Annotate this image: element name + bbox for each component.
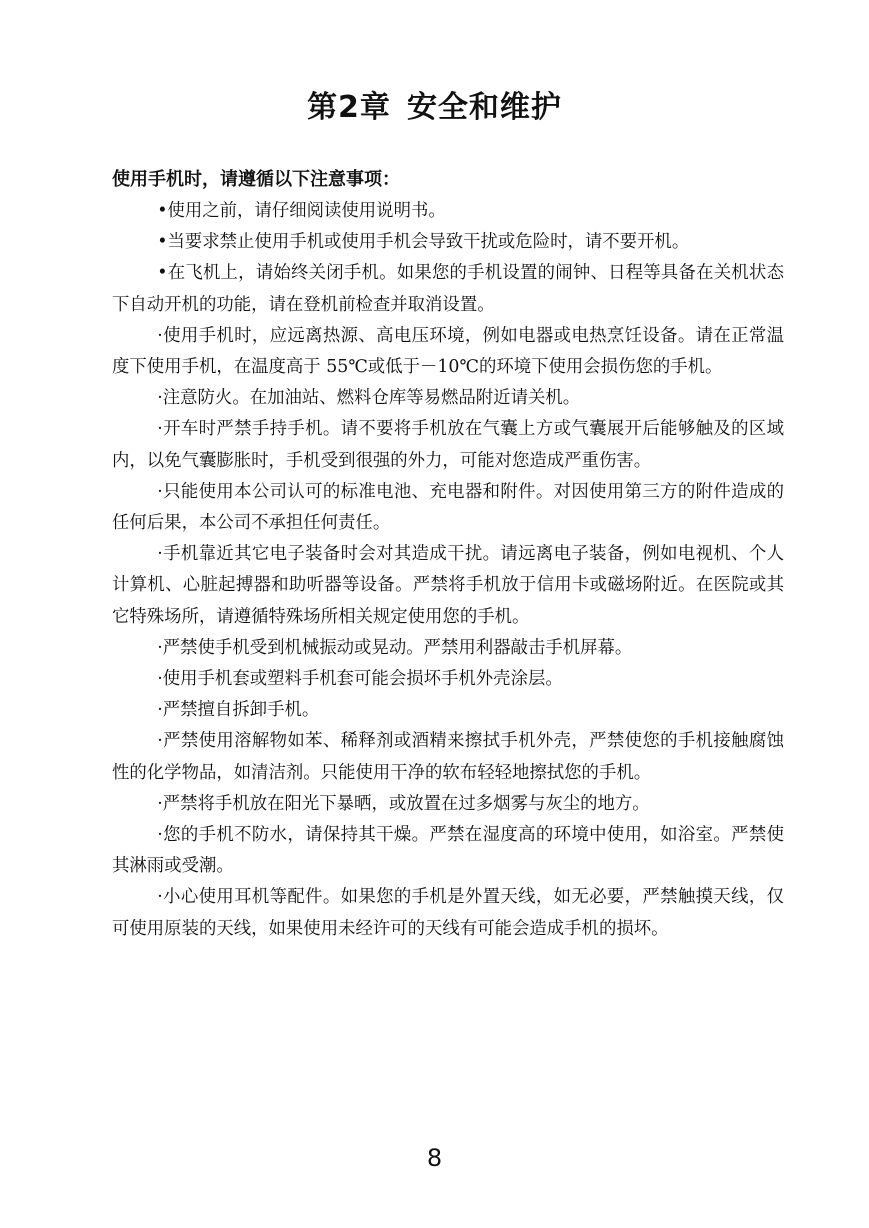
safety-item-1: •使用之前，请仔细阅读使用说明书。 [157,201,446,221]
safety-item-4: ·使用手机时，应远离热源、高电压环境，例如电器或电热烹饪设备。请在正常温度下使用手机，在温度高于 55℃或低于－10℃的环境下使用会损伤您的手机。 [112,325,784,378]
safety-item-7: ·只能使用本公司认可的标准电池、充电器和附件。对因使用第三方的附件造成的任何后果，本公司不承担任何责任。 [112,481,784,534]
safety-item-2: •当要求禁止使用手机或使用手机会导致干扰或危险时，请不要开机。 [157,232,690,253]
chapter-title [0,88,869,128]
page-content [112,164,784,945]
safety-item-15: ·小心使用耳机等配件。如果您的手机是外置天线，如无必要，严禁触摸天线，仅可使用原装的天线，如果使用未经许可的天线有可能会造成手机的损坏。 [112,887,784,939]
safety-item-12: ·严禁使用溶解物如苯、稀释剂或酒精来擦拭手机外壳，严禁使您的手机接触腐蚀性的化学物品，如清洁剂。只能使用干净的软布轻轻地擦拭您的手机。 [112,731,784,783]
safety-item-5: ·注意防火。在加油站、燃料仓库等易燃品附近请关机。 [157,388,581,409]
safety-item-11: ·严禁擅自拆卸手机。 [157,700,320,721]
safety-item-3: •在飞机上，请始终关闭手机。如果您的手机设置的闹钟、日程等具备在关机状态下自动开机的功能，请在登机前检查并取消设置。 [112,263,784,315]
safety-item-13: ·严禁将手机放在阳光下暴晒，或放置在过多烟雾与灰尘的地方。 [157,793,650,814]
intro-heading: 使用手机时，请遵循以下注意事项： [112,169,400,190]
chapter-number: 第2章 [307,90,391,125]
safety-item-6: ·开车时严禁手持手机。请不要将手机放在气囊上方或气囊展开后能够触及的区域内，以免气囊膨胀时，手机受到很强的外力，可能对您造成严重伤害。 [112,419,784,471]
safety-item-9: ·严禁使手机受到机械振动或晃动。严禁用利器敲击手机屏幕。 [157,637,633,658]
page-number: 8 [426,1144,443,1172]
safety-item-8: ·手机靠近其它电子装备时会对其造成干扰。请远离电子装备，例如电视机、个人计算机、心脏起搏器和助听器等设备。严禁将手机放于信用卡或磁场附近。在医院或其它特殊场所，请遵循特殊场所相关规定使用您的手机。 [112,544,784,627]
chapter-heading: 安全和维护 [406,90,562,125]
safety-item-14: ·您的手机不防水，请保持其干燥。严禁在湿度高的环境中使用，如浴室。严禁使其淋雨或受潮。 [112,825,784,877]
safety-item-10: ·使用手机套或塑料手机套可能会损坏手机外壳涂层。 [157,669,563,690]
